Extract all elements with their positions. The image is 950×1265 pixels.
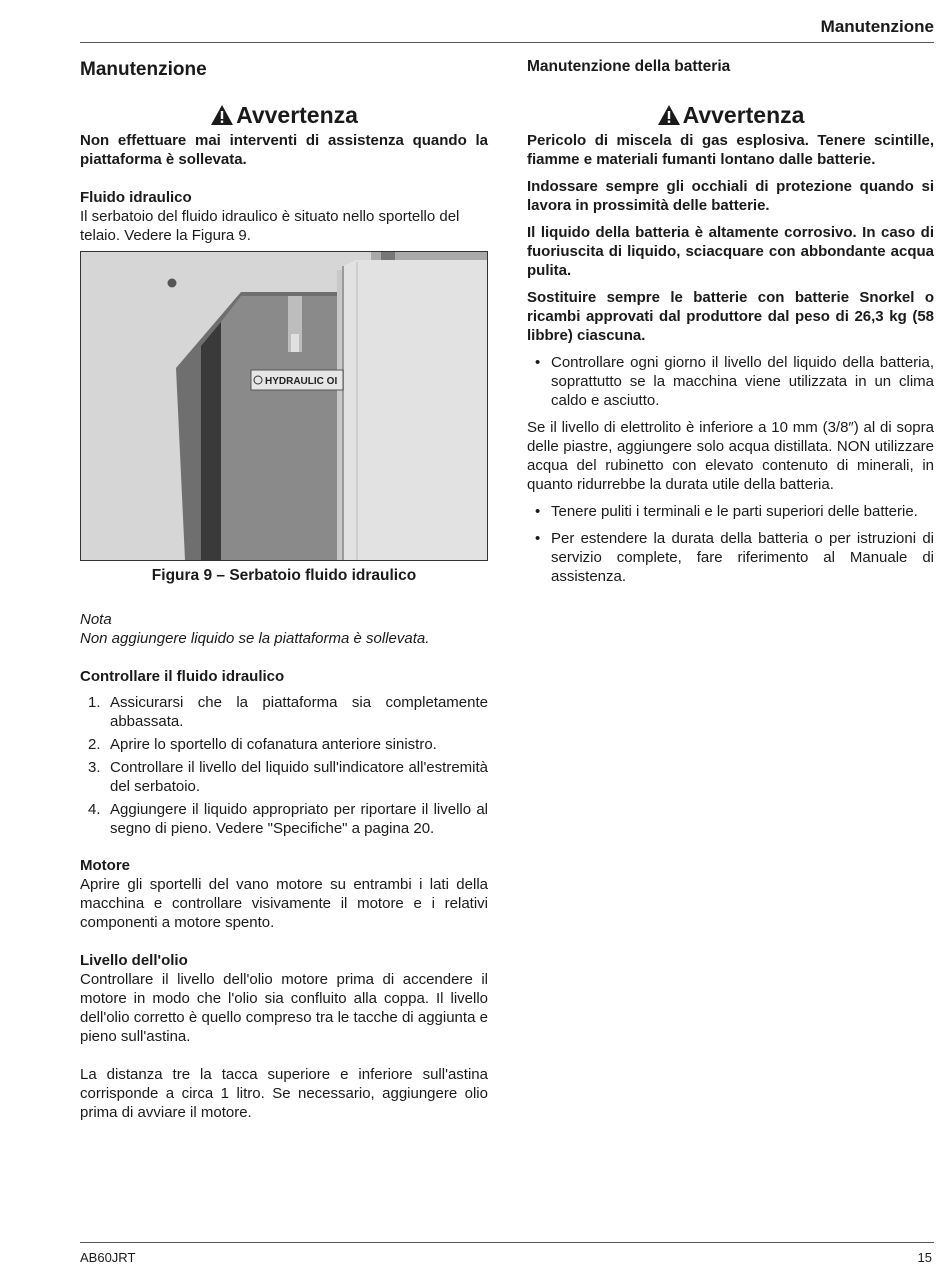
battery-warning-title-text: Avvertenza <box>682 102 805 128</box>
battery-warning-p3: Il liquido della batteria è altamente corrosivo. In caso di fuoriuscita di liquido, sciacquare con abbondante acqua pulita. <box>527 224 934 279</box>
list-item: 1. Assicurarsi che la piattaforma sia completamente abbassata. <box>88 694 488 730</box>
battery-bullets-2 <box>527 502 934 586</box>
engine-text: Aprire gli sportelli del vano motore su entrambi i lati della macchina e controllare visivamente il motore e i relativi componenti a motore spento. <box>80 876 488 931</box>
list-item: • Controllare ogni giorno il livello del liquido della batteria, soprattutto se la macchina viene utilizzata in un clima caldo e asciutto. <box>535 354 934 409</box>
note-label: Nota <box>80 611 112 628</box>
warning-triangle-icon <box>210 104 234 131</box>
battery-warning-title <box>527 102 934 131</box>
check-steps-list <box>80 693 488 838</box>
battery-warning-p1: Pericolo di miscela di gas esplosiva. Tenere scintille, fiamme e materiali fumanti lontano dalle batterie. <box>527 132 934 168</box>
figure-hydraulic-tank <box>80 251 488 561</box>
engine-heading: Motore <box>80 857 130 874</box>
list-item: 3. Controllare il livello del liquido sull'indicatore all'estremità del serbatoio. <box>88 759 488 795</box>
hydraulic-label-text: HYDRAULIC OI <box>265 376 338 387</box>
section-title: Manutenzione <box>80 59 207 80</box>
electrolyte-text: Se il livello di elettrolito è inferiore a 10 mm (3/8″) al di sopra delle piastre, aggiungere solo acqua distillata. NON utilizzare acqua del rubinetto con elevato contenuto di minerali, in quanto ridurrebbe la durata utile della batteria. <box>527 419 934 493</box>
warning-title <box>80 102 488 131</box>
warning-text: Non effettuare mai interventi di assistenza quando la piattaforma è sollevata. <box>80 132 488 168</box>
page-header-title: Manutenzione <box>820 17 934 36</box>
header-rule <box>80 42 934 43</box>
hydraulic-text: Il serbatoio del fluido idraulico è situato nello sportello del telaio. Vedere la Figura 9. <box>80 208 460 244</box>
hydraulic-tank-photo <box>81 252 487 560</box>
footer-model: AB60JRT <box>80 1250 136 1265</box>
battery-warning-p2: Indossare sempre gli occhiali di protezione quando si lavora in prossimità delle batterie. <box>527 178 934 214</box>
warning-title-text: Avvertenza <box>236 102 358 128</box>
battery-section-title: Manutenzione della batteria <box>527 58 731 75</box>
footer-page-number: 15 <box>917 1250 932 1265</box>
figure-caption: Figura 9 – Serbatoio fluido idraulico <box>151 567 417 584</box>
right-column <box>527 57 934 586</box>
list-item: 2. Aprire lo sportello di cofanatura anteriore sinistro. <box>88 736 437 753</box>
note-text: Non aggiungere liquido se la piattaforma è sollevata. <box>80 630 430 647</box>
footer-rule <box>80 1242 934 1243</box>
oil-text-2: La distanza tre la tacca superiore e inferiore sull'astina corrisponde a circa 1 litro. Se necessario, aggiungere olio prima di avviare il motore. <box>80 1066 488 1121</box>
check-heading: Controllare il fluido idraulico <box>80 668 285 685</box>
battery-bullets-1 <box>527 353 934 410</box>
left-column <box>80 56 488 1122</box>
oil-text-1: Controllare il livello dell'olio motore prima di accendere il motore in modo che l'olio sia confluito alla coppa. Il livello dell'olio corretto è quello compreso tra le tacche di aggiunta e pieno sull'astina. <box>80 971 488 1045</box>
warning-triangle-icon <box>657 104 681 131</box>
oil-heading: Livello dell'olio <box>80 952 188 969</box>
hydraulic-heading: Fluido idraulico <box>80 189 192 206</box>
list-item: • Per estendere la durata della batteria o per istruzioni di servizio complete, fare riferimento al Manuale di assistenza. <box>535 530 934 585</box>
battery-warning-p4: Sostituire sempre le batterie con batterie Snorkel o ricambi approvati dal produttore dal peso di 26,3 kg (58 libbre) ciascuna. <box>527 289 934 344</box>
list-item: 4. Aggiungere il liquido appropriato per riportare il livello al segno di pieno. Vedere "Specifiche" a pagina 20. <box>88 801 488 837</box>
list-item: • Tenere puliti i terminali e le parti superiori delle batterie. <box>535 503 918 520</box>
